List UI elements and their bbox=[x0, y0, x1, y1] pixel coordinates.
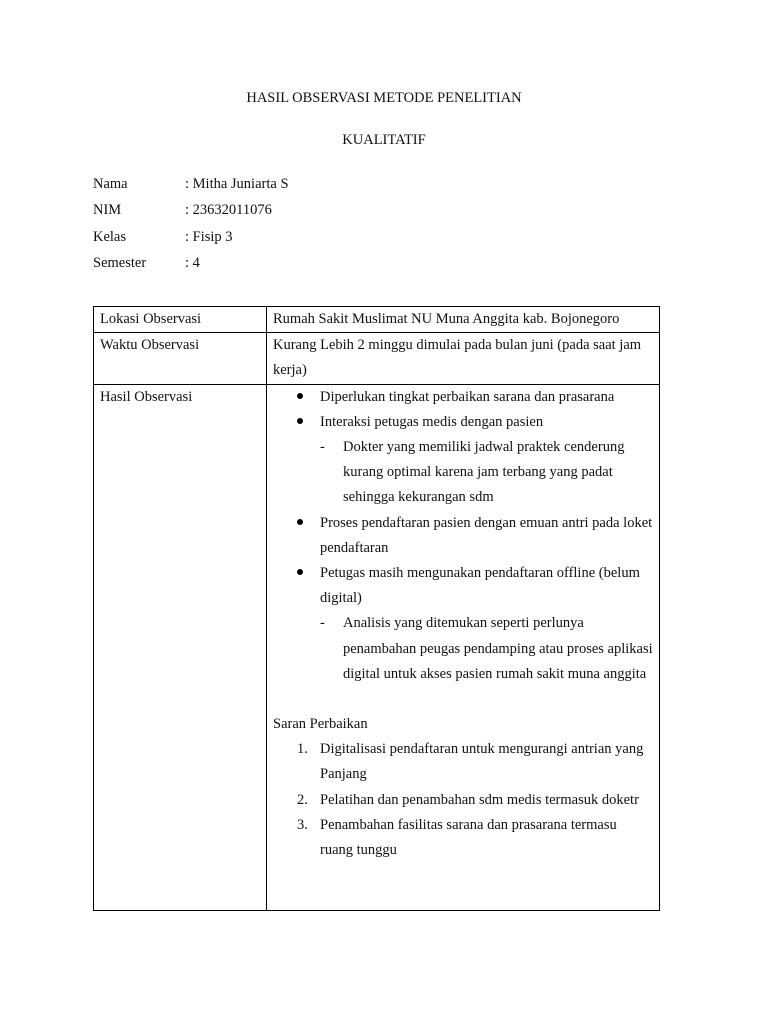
list-item bbox=[273, 737, 653, 787]
saran-text: Penambahan fasilitas sarana dan prasarana termasu ruang tunggu bbox=[320, 816, 617, 859]
identity-label: Nama bbox=[93, 176, 128, 192]
identity-value: : Fisip 3 bbox=[185, 229, 233, 245]
dash-icon: - bbox=[320, 439, 325, 456]
spacer bbox=[273, 687, 653, 712]
identity-value: : 4 bbox=[185, 255, 200, 271]
identity-value: : 23632011076 bbox=[185, 202, 272, 218]
identity-label: Kelas bbox=[93, 229, 127, 245]
bullet-icon bbox=[297, 393, 303, 399]
saran-heading: Saran Perbaikan bbox=[273, 716, 368, 733]
bullet-icon bbox=[297, 418, 303, 424]
bullet-icon bbox=[297, 519, 303, 525]
list-item bbox=[273, 813, 653, 863]
table-row-hasil bbox=[94, 384, 660, 910]
row-value: Rumah Sakit Muslimat NU Muna Anggita kab. Bojonegoro bbox=[267, 307, 660, 333]
list-item bbox=[273, 410, 653, 511]
sub-item-text: Analisis yang ditemukan seperti perlunya penambahan peugas pendamping atau proses aplikasi digital untuk akses pasien rumah sakit muna anggita bbox=[343, 615, 653, 682]
list-item bbox=[273, 561, 653, 687]
row-label: Hasil Observasi bbox=[94, 384, 267, 910]
table-row-waktu bbox=[94, 333, 660, 384]
dash-icon: - bbox=[320, 615, 325, 632]
dash-sublist bbox=[320, 435, 653, 511]
bullet-text: Diperlukan tingkat perbaikan sarana dan prasarana bbox=[320, 388, 615, 405]
dash-sublist bbox=[320, 611, 653, 687]
item-number: 1. bbox=[297, 741, 308, 758]
list-item bbox=[273, 385, 653, 410]
list-item bbox=[273, 788, 653, 813]
table-row-lokasi bbox=[94, 307, 660, 333]
identity-value: : Mitha Juniarta S bbox=[185, 176, 289, 192]
document-subtitle: KUALITATIF bbox=[342, 132, 426, 148]
sub-item-text: Dokter yang memiliki jadwal praktek cenderung kurang optimal karena jam terbang yang padat sehingga kekurangan sdm bbox=[343, 439, 625, 506]
hasil-bullet-list bbox=[273, 385, 653, 687]
list-item bbox=[320, 435, 653, 511]
observation-table bbox=[93, 306, 660, 911]
identity-label: NIM bbox=[93, 202, 122, 218]
identity-label: Semester bbox=[93, 255, 147, 271]
list-item bbox=[273, 511, 653, 561]
list-item bbox=[320, 611, 653, 687]
bullet-text: Petugas masih mengunakan pendaftaran offline (belum digital) bbox=[320, 565, 640, 607]
bullet-text: Interaksi petugas medis dengan pasien bbox=[320, 413, 544, 430]
saran-text: Digitalisasi pendaftaran untuk mengurangi antrian yang Panjang bbox=[320, 741, 644, 783]
bullet-text: Proses pendaftaran pasien dengan emuan antri pada loket pendaftaran bbox=[320, 514, 653, 556]
item-number: 2. bbox=[297, 791, 308, 808]
row-value: Kurang Lebih 2 minggu dimulai pada bulan juni (pada saat jam kerja) bbox=[267, 333, 660, 384]
hasil-content bbox=[267, 384, 660, 910]
document-title: HASIL OBSERVASI METODE PENELITIAN bbox=[246, 90, 522, 106]
saran-list bbox=[273, 737, 653, 863]
row-label: Lokasi Observasi bbox=[94, 307, 267, 333]
row-label: Waktu Observasi bbox=[94, 333, 267, 384]
bullet-icon bbox=[297, 569, 303, 575]
item-number: 3. bbox=[297, 816, 308, 833]
saran-text: Pelatihan dan penambahan sdm medis termasuk doketr bbox=[320, 791, 639, 808]
